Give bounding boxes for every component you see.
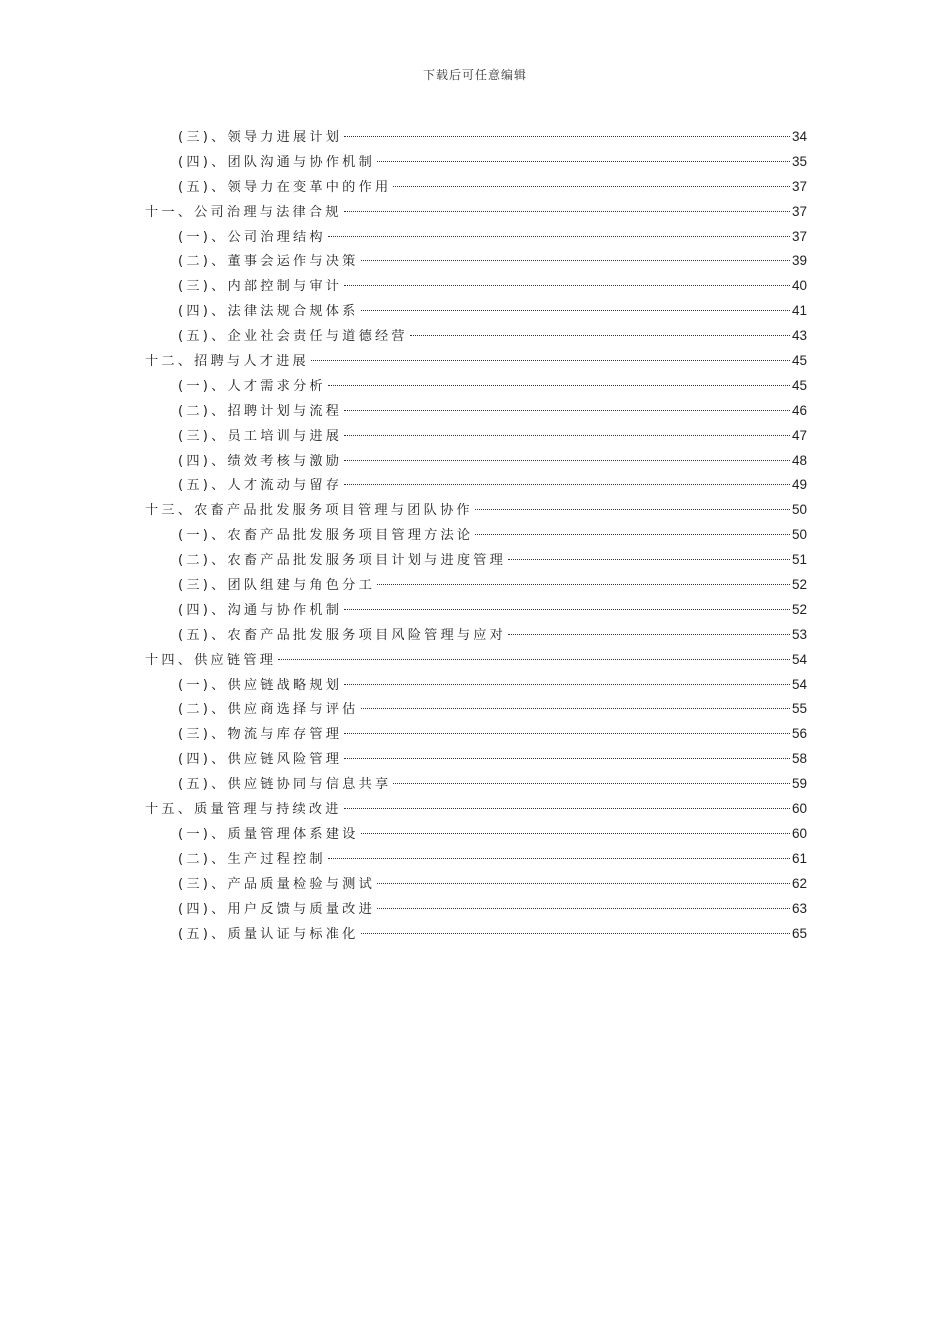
toc-dot-leader [508,633,790,635]
toc-chapter-entry[interactable] [145,200,807,225]
toc-entry-page-number: 49 [791,477,807,493]
toc-section-entry[interactable] [145,175,807,200]
toc-dot-leader [278,658,790,660]
toc-dot-leader [377,583,790,585]
toc-entry-page-number: 45 [791,353,807,369]
toc-entry-title: (四)、沟通与协作机制 [178,602,343,618]
toc-section-entry[interactable] [145,125,807,150]
toc-chapter-entry[interactable] [145,797,807,822]
toc-section-entry[interactable] [145,822,807,847]
toc-dot-leader [344,683,790,685]
toc-entry-title: (二)、供应商选择与评估 [178,702,359,718]
toc-entry-title: (二)、生产过程控制 [178,851,326,867]
toc-entry-title: (一)、人才需求分析 [178,378,326,394]
toc-dot-leader [344,434,790,436]
toc-section-entry[interactable] [145,249,807,274]
toc-entry-page-number: 54 [791,651,807,667]
toc-entry-page-number: 39 [791,253,807,269]
toc-section-entry[interactable] [145,922,807,947]
toc-entry-title: (一)、农畜产品批发服务项目管理方法论 [178,528,474,544]
toc-chapter-entry[interactable] [145,349,807,374]
toc-chapter-entry[interactable] [145,498,807,523]
toc-entry-page-number: 46 [791,402,807,418]
toc-dot-leader [344,210,790,212]
toc-entry-page-number: 63 [791,900,807,916]
toc-dot-leader [311,359,790,361]
toc-entry-page-number: 37 [791,178,807,194]
toc-entry-page-number: 50 [791,527,807,543]
toc-dot-leader [344,409,790,411]
toc-entry-title: (五)、企业社会责任与道德经营 [178,329,408,345]
toc-entry-title: (五)、领导力在变革中的作用 [178,179,392,195]
toc-entry-page-number: 55 [791,701,807,717]
toc-entry-page-number: 61 [791,850,807,866]
toc-section-entry[interactable] [145,225,807,250]
toc-section-entry[interactable] [145,150,807,175]
toc-entry-page-number: 48 [791,452,807,468]
toc-dot-leader [344,732,790,734]
toc-section-entry[interactable] [145,374,807,399]
toc-entry-title: (五)、质量认证与标准化 [178,926,359,942]
toc-chapter-entry[interactable] [145,648,807,673]
toc-dot-leader [508,558,790,560]
toc-section-entry[interactable] [145,523,807,548]
table-of-contents [145,125,807,946]
toc-section-entry[interactable] [145,473,807,498]
toc-entry-page-number: 62 [791,875,807,891]
toc-entry-title: (四)、供应链风险管理 [178,752,343,768]
toc-dot-leader [393,782,790,784]
toc-entry-page-number: 35 [791,153,807,169]
toc-entry-title: (五)、人才流动与留存 [178,478,343,494]
toc-entry-page-number: 53 [791,626,807,642]
toc-entry-page-number: 60 [791,801,807,817]
toc-section-entry[interactable] [145,424,807,449]
toc-entry-page-number: 54 [791,676,807,692]
page-header: 下载后可任意编辑 [422,68,527,82]
toc-entry-title: (一)、公司治理结构 [178,229,326,245]
toc-entry-page-number: 65 [791,925,807,941]
toc-entry-title: 十二、招聘与人才进展 [145,354,309,370]
toc-entry-title: (二)、招聘计划与流程 [178,403,343,419]
toc-dot-leader [475,508,790,510]
toc-entry-title: (五)、供应链协同与信息共享 [178,777,392,793]
toc-section-entry[interactable] [145,847,807,872]
toc-dot-leader [361,932,790,934]
toc-section-entry[interactable] [145,573,807,598]
toc-section-entry[interactable] [145,324,807,349]
toc-entry-title: (一)、质量管理体系建设 [178,826,359,842]
toc-dot-leader [344,459,790,461]
toc-entry-page-number: 34 [791,129,807,144]
toc-dot-leader [328,384,790,386]
toc-entry-title: (二)、农畜产品批发服务项目计划与进度管理 [178,553,507,569]
toc-entry-title: (四)、用户反馈与质量改进 [178,901,375,917]
toc-dot-leader [361,309,790,311]
toc-entry-title: (一)、供应链战略规划 [178,677,343,693]
toc-dot-leader [344,284,790,286]
toc-dot-leader [328,235,790,237]
toc-section-entry[interactable] [145,274,807,299]
toc-entry-page-number: 58 [791,751,807,767]
toc-entry-page-number: 37 [791,203,807,219]
toc-entry-title: (四)、团队沟通与协作机制 [178,154,375,170]
toc-section-entry[interactable] [145,598,807,623]
toc-dot-leader [410,334,790,336]
toc-entry-page-number: 37 [791,228,807,244]
toc-section-entry[interactable] [145,722,807,747]
toc-section-entry[interactable] [145,299,807,324]
toc-entry-page-number: 52 [791,577,807,593]
toc-entry-title: 十一、公司治理与法律合规 [145,204,342,220]
toc-entry-page-number: 40 [791,278,807,294]
toc-dot-leader [361,832,790,834]
toc-section-entry[interactable] [145,697,807,722]
toc-entry-title: (五)、农畜产品批发服务项目风险管理与应对 [178,627,507,643]
toc-entry-title: (三)、员工培训与进展 [178,428,343,444]
toc-section-entry[interactable] [145,449,807,474]
toc-dot-leader [344,483,790,485]
toc-section-entry[interactable] [145,548,807,573]
toc-dot-leader [328,857,790,859]
toc-dot-leader [361,707,790,709]
toc-entry-page-number: 45 [791,377,807,393]
toc-dot-leader [393,185,790,187]
toc-entry-title: 十五、质量管理与持续改进 [145,802,342,818]
toc-entry-page-number: 56 [791,726,807,742]
toc-section-entry[interactable] [145,399,807,424]
toc-entry-page-number: 52 [791,601,807,617]
toc-entry-title: (三)、内部控制与审计 [178,279,343,295]
toc-entry-page-number: 59 [791,776,807,792]
toc-dot-leader [377,882,790,884]
toc-entry-page-number: 51 [791,552,807,568]
toc-dot-leader [344,757,790,759]
toc-entry-page-number: 50 [791,502,807,518]
toc-entry-title: (三)、团队组建与角色分工 [178,578,375,594]
toc-entry-title: (三)、领导力进展计划 [178,130,343,145]
toc-section-entry[interactable] [145,772,807,797]
toc-entry-title: (三)、物流与库存管理 [178,727,343,743]
toc-dot-leader [344,135,790,137]
toc-entry-title: (三)、产品质量检验与测试 [178,876,375,892]
toc-section-entry[interactable] [145,747,807,772]
toc-dot-leader [361,259,790,261]
toc-entry-title: 十四、供应链管理 [145,652,277,668]
toc-dot-leader [377,907,790,909]
toc-entry-title: (四)、法律法规合规体系 [178,304,359,320]
toc-entry-page-number: 41 [791,303,807,319]
toc-section-entry[interactable] [145,872,807,897]
toc-entry-title: 十三、农畜产品批发服务项目管理与团队协作 [145,503,473,519]
toc-entry-title: (二)、董事会运作与决策 [178,254,359,270]
toc-dot-leader [344,608,790,610]
toc-entry-title: (四)、绩效考核与激励 [178,453,343,469]
toc-dot-leader [475,533,790,535]
toc-section-entry[interactable] [145,897,807,922]
toc-entry-page-number: 60 [791,825,807,841]
toc-dot-leader [377,160,790,162]
toc-entry-page-number: 47 [791,427,807,443]
toc-dot-leader [344,807,790,809]
toc-section-entry[interactable] [145,623,807,648]
toc-entry-page-number: 43 [791,328,807,344]
toc-section-entry[interactable] [145,673,807,698]
